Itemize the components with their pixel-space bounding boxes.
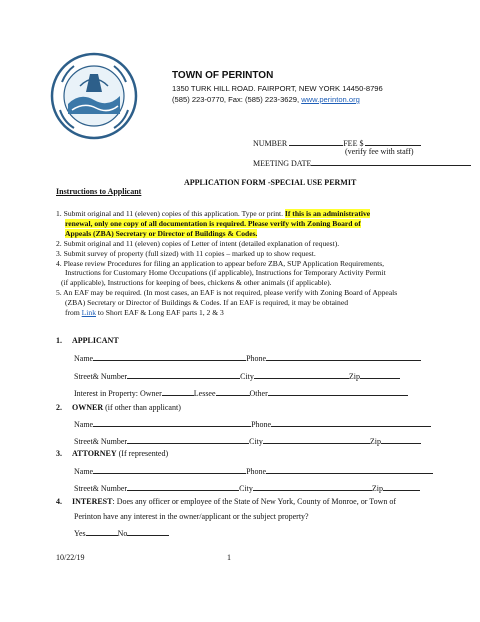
lessee-field[interactable] [216,387,250,396]
owner-street-field[interactable] [127,435,249,444]
applicant-name-row: Name Phone [74,352,421,363]
instruction-4a: 4. Please review Procedures for filing an application to appear before ZBA, SUP Application Requirements, [56,258,385,268]
owner-phone-field[interactable] [271,418,431,427]
attorney-zip-field[interactable] [383,482,420,491]
org-name: TOWN OF PERINTON [172,70,274,81]
phone-fax: (585) 223-0770, Fax: (585) 223-3629, [172,95,302,104]
instruction-1c: Appeals (ZBA) Secretary or Director of Buildings & Codes. [65,228,258,238]
owner-zip-field[interactable] [381,435,421,444]
attorney-address-row: Street& Number City Zip [74,482,420,493]
instructions-heading: Instructions to Applicant [56,187,142,196]
other-field[interactable] [268,387,408,396]
fee-field[interactable] [365,137,421,146]
footer-date: 10/22/19 [56,553,85,562]
interest-yes-no-row: Yes No [74,527,169,538]
meeting-date-label: MEETING DATE [253,159,312,168]
owner-name-row: Name Phone [74,418,431,429]
section-attorney-heading: 3. ATTORNEY (If represented) [56,449,169,458]
org-contact-line [172,95,360,104]
attorney-street-field[interactable] [127,482,239,491]
number-label: NUMBER [253,139,288,148]
town-seal-logo [50,52,138,140]
owner-field[interactable] [162,387,194,396]
owner-name-field[interactable] [93,418,251,427]
form-title: APPLICATION FORM -SPECIAL USE PERMIT [184,178,357,187]
interest-question-line2: Perinton have any interest in the owner/applicant or the subject property? [74,512,309,521]
meeting-date-field[interactable] [311,157,471,166]
applicant-name-field[interactable] [93,352,246,361]
instruction-4c: (if applicable), Instructions for keeping of bees, chickens & other animals (if applicable). [61,278,332,288]
attorney-city-field[interactable] [253,482,372,491]
applicant-zip-field[interactable] [360,370,400,379]
instruction-3: 3. Submit survey of property (full sized) with 11 copies – marked up to show request. [56,248,316,258]
instruction-1a: 1. Submit original and 11 (eleven) copies of this application. Type or print. If this is an administrative [56,209,371,218]
section-interest-heading: 4. INTEREST: Does any officer or employee of the State of New York, County of Monroe, or Town of [56,497,397,506]
page-number: 1 [227,553,231,562]
section-applicant-heading: 1. APPLICANT [56,336,119,345]
meeting-date-row [253,157,471,168]
website-link[interactable]: www.perinton.org [301,95,360,104]
no-field[interactable] [127,527,169,536]
yes-field[interactable] [86,527,118,536]
applicant-address-row: Street& Number City Zip [74,370,400,381]
number-field[interactable] [289,137,343,146]
fee-note: (verify fee with staff) [345,147,414,156]
attorney-name-row: Name Phone [74,465,433,476]
attorney-name-field[interactable] [93,465,246,474]
applicant-city-field[interactable] [254,370,349,379]
instruction-5b: (ZBA) Secretary or Director of Buildings & Codes. If an EAF is required, it may be obtained [65,298,349,308]
attorney-phone-field[interactable] [266,465,433,474]
interest-in-property-row: Interest in Property: Owner Lessee Other [74,387,408,398]
org-address: 1350 TURK HILL ROAD. FAIRPORT, NEW YORK 14450-8796 [172,84,383,93]
instruction-1b: renewal, only one copy of all documentation is required. Please verify with Zoning Board of [65,218,361,228]
instruction-2: 2. Submit original and 11 (eleven) copies of Letter of intent (detailed explanation of request). [56,238,340,248]
applicant-street-field[interactable] [127,370,240,379]
owner-address-row: Street& Number City Zip [74,435,421,446]
instruction-4b: Instructions for Customary Home Occupations (if applicable), Instructions for Temporary Activity Permit [65,268,386,278]
applicant-phone-field[interactable] [266,352,421,361]
eaf-link[interactable]: Link [81,308,97,318]
seal-graphic [50,52,138,140]
instruction-5c: from Link to Short EAF & Long EAF parts 1, 2 & 3 [65,308,224,318]
owner-city-field[interactable] [263,435,370,444]
instruction-5a: 5. An EAF may be required. (In most cases, an EAF is not required, please verify with Zoning Board of Appeals [56,288,398,298]
instructions-list [56,209,466,318]
section-owner-heading: 2. OWNER (if other than applicant) [56,403,181,412]
fee-label: FEE $ [343,139,364,148]
